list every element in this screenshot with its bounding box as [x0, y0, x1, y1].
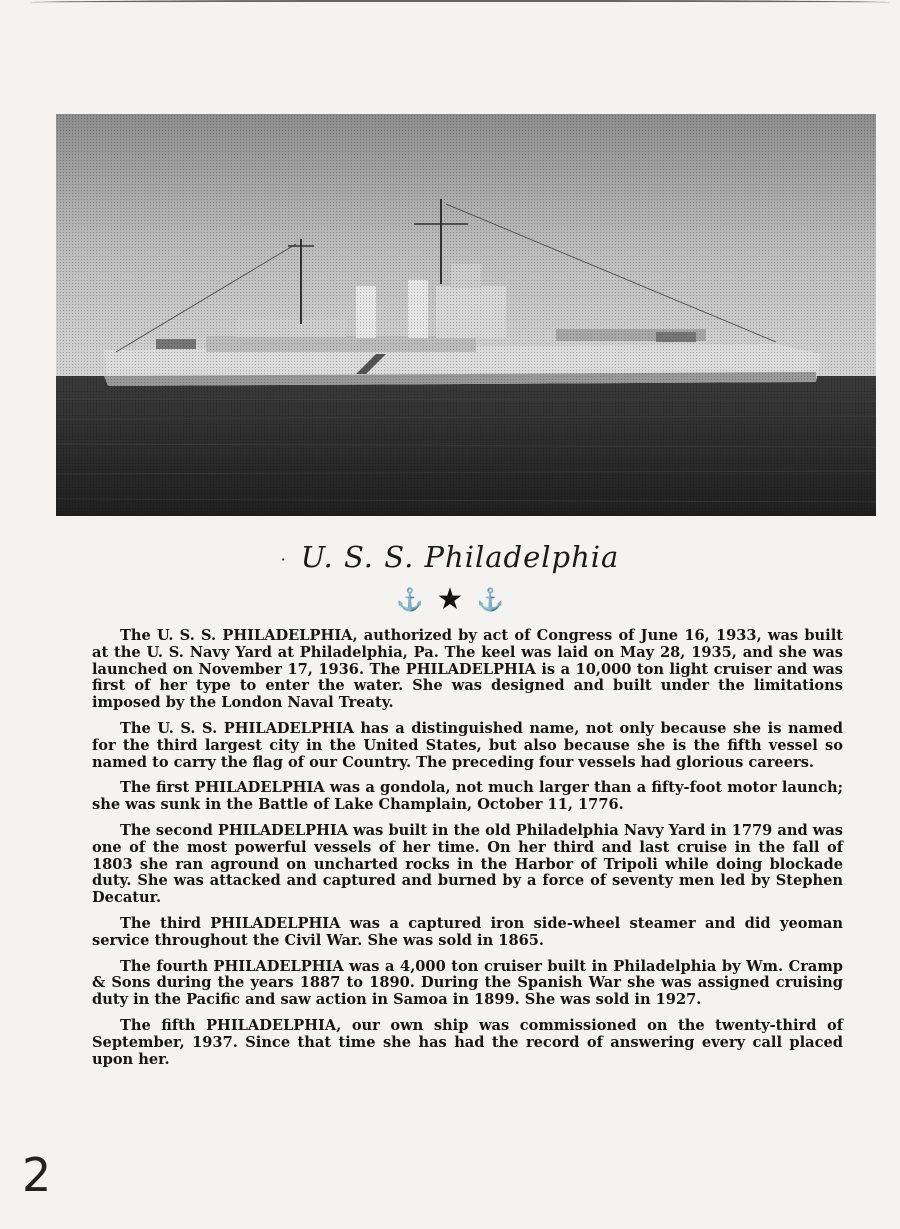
- document-title: [0, 540, 900, 574]
- ship-photo: [56, 114, 876, 516]
- body-text: [92, 628, 843, 1077]
- paragraph: The fifth PHILADELPHIA, our own ship was commissioned on the twenty-third of September, 1937. Since that time she has had the record of answering every call placed upon her.: [92, 1016, 843, 1068]
- anchor-icon: ⚓: [476, 588, 504, 613]
- paragraph: The second PHILADELPHIA was built in the old Philadelphia Navy Yard in 1779 and was one of the most powerful vessels of her time. On her third and last cruise in the fall of 1803 she ran aground on uncharted rocks in the Harbor of Tripoli while doing blockade duty. She was attacked and captured and burned by a force of seventy men led by Stephen Decatur.: [92, 821, 843, 907]
- ornament: [0, 582, 900, 617]
- paragraph: The fourth PHILADELPHIA was a 4,000 ton cruiser built in Philadelphia by Wm. Cramp & Sons during the years 1887 to 1890. During the Spanish War she was assigned cruising duty in the Pacific and saw action in Samoa in 1899. She was sold in 1927.: [92, 957, 843, 1009]
- title-bullet: ·: [280, 549, 287, 569]
- paragraph: The third PHILADELPHIA was a captured iron side-wheel steamer and did yeoman service throughout the Civil War. She was sold in 1865.: [92, 914, 843, 949]
- paragraph: The U. S. S. PHILADELPHIA, authorized by act of Congress of June 16, 1933, was built at the U. S. Navy Yard at Philadelphia, Pa. The keel was laid on May 28, 1935, and she was launched on November 17, 1936. The PHILADELPHIA is a 10,000 ton light cruiser and was first of her type to enter the water. She was designed and built under the limitations imposed by the London Naval Treaty.: [92, 627, 843, 712]
- page-number: 2: [22, 1148, 52, 1202]
- page-edge: [30, 0, 890, 6]
- title-text: U. S. S. Philadelphia: [300, 540, 620, 574]
- anchor-icon: ⚓: [396, 588, 424, 613]
- paragraph: The first PHILADELPHIA was a gondola, not much larger than a fifty-foot motor launch; she was sunk in the Battle of Lake Champlain, October 11, 1776.: [92, 779, 843, 814]
- star-icon: ★: [436, 582, 464, 617]
- paragraph: The U. S. S. PHILADELPHIA has a distinguished name, not only because she is named for the third largest city in the United States, but also because she is the fifth vessel so named to carry the flag of our Country. The preceding four vessels had glorious careers.: [92, 719, 843, 771]
